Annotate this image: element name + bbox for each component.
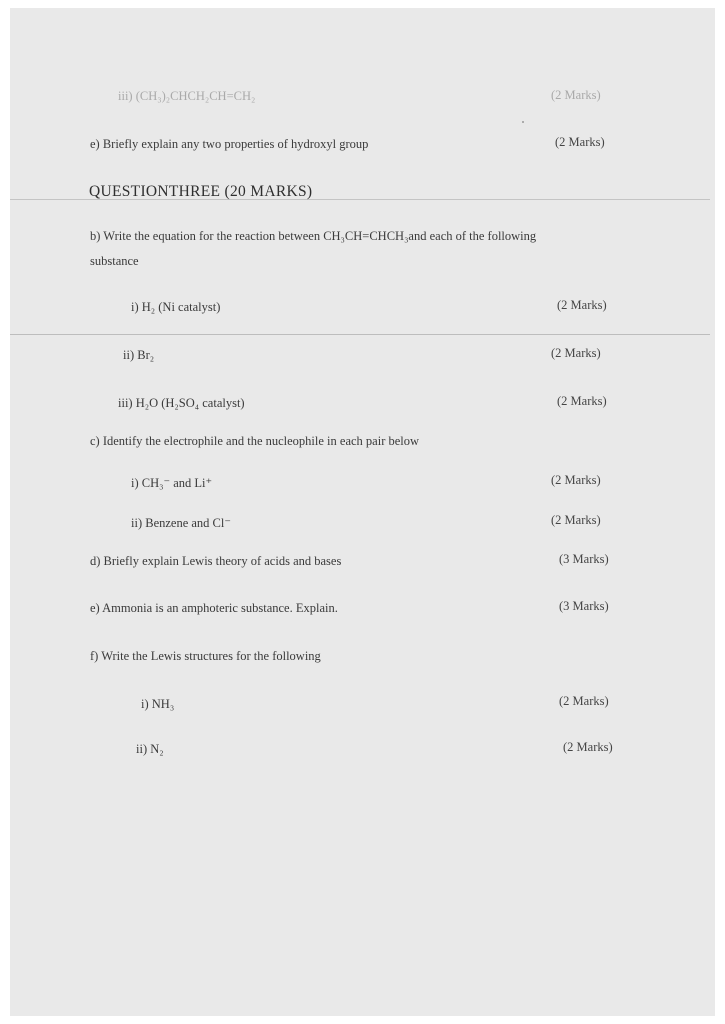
question-three-heading: QUESTIONTHREE (20 MARKS) [89, 183, 313, 200]
q3-d-marks: (3 Marks) [559, 552, 609, 566]
q3-c-i-marks: (2 Marks) [551, 473, 601, 487]
exam-page [10, 8, 715, 1016]
q3-b-i-marks: (2 Marks) [557, 298, 607, 312]
q3-b-prompt-line1: b) Write the equation for the reaction between CH₃CH=CHCH₃and each of the following [90, 229, 537, 243]
q3-f-i-marks: (2 Marks) [559, 694, 609, 708]
q3-b-iii-marks: (2 Marks) [557, 394, 607, 408]
q3-c-ii-marks: (2 Marks) [551, 513, 601, 527]
q3-c-i-label: i) CH₃⁻ and Li⁺ [131, 476, 213, 490]
q3-b-prompt-line2: substance [90, 254, 139, 268]
q3-b-iii-label: iii) H₂O (H₂SO₄ catalyst) [118, 396, 245, 410]
q3-b-ii-label: ii) Br₂ [123, 348, 155, 362]
q3-f-i-label: i) NH₃ [141, 697, 175, 711]
scan-line-middle [10, 334, 710, 335]
q3-b-ii-marks: (2 Marks) [551, 346, 601, 360]
q3-d-label: d) Briefly explain Lewis theory of acids and bases [90, 554, 342, 568]
q3-e-label: e) Ammonia is an amphoteric substance. Explain. [90, 601, 338, 615]
q2-e-marks: (2 Marks) [555, 135, 605, 149]
q3-c-prompt: c) Identify the electrophile and the nucleophile in each pair below [90, 434, 420, 448]
q2-iii-marks: (2 Marks) [551, 88, 601, 102]
q3-c-ii-label: ii) Benzene and Cl⁻ [131, 516, 231, 530]
q2-iii-label: iii) (CH₃)₂CHCH₂CH=CH₂ [118, 89, 256, 103]
q3-f-prompt: f) Write the Lewis structures for the following [90, 649, 321, 663]
q3-b-i-label: i) H₂ (Ni catalyst) [131, 300, 221, 314]
scan-speck [522, 121, 524, 123]
q2-e-label: e) Briefly explain any two properties of hydroxyl group [90, 137, 369, 151]
q3-f-ii-marks: (2 Marks) [563, 740, 613, 754]
q3-e-marks: (3 Marks) [559, 599, 609, 613]
q3-f-ii-label: ii) N₂ [136, 742, 164, 756]
